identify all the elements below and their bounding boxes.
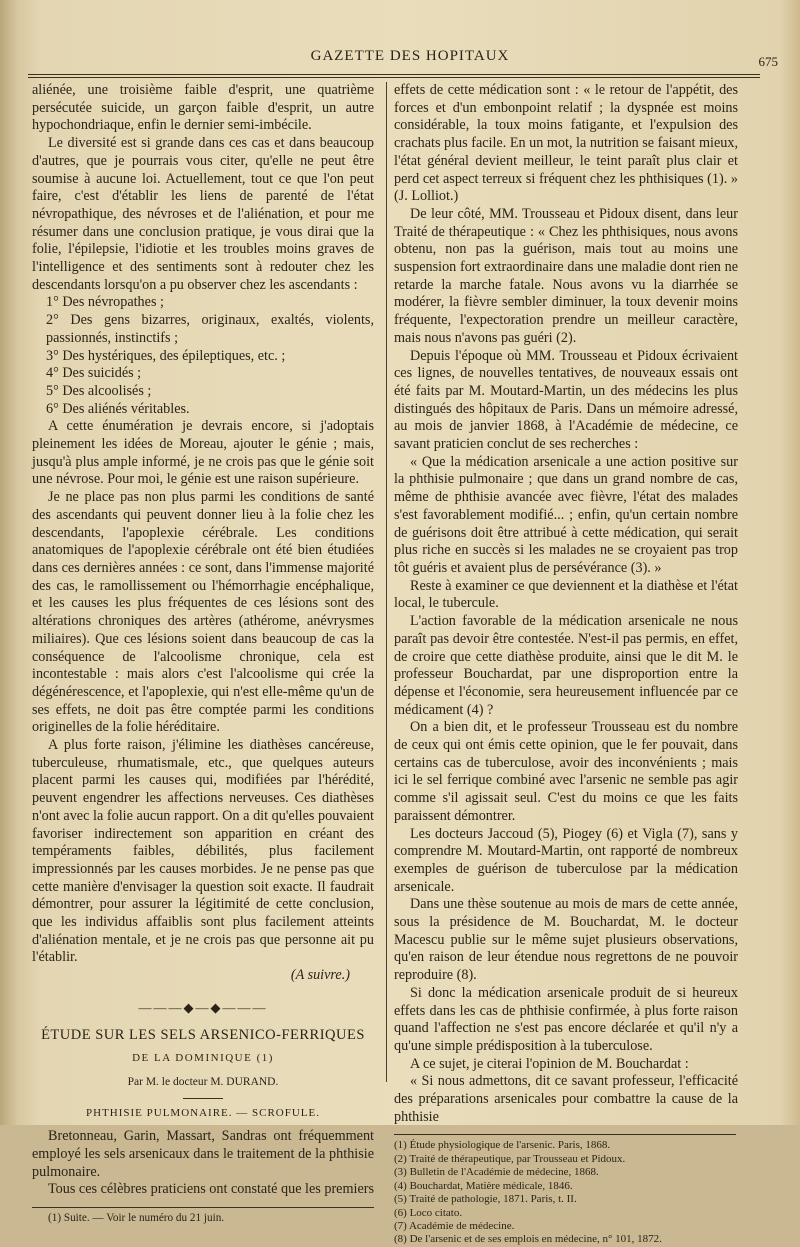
left-column <box>32 82 374 1225</box>
footnote: (1) Suite. — Voir le numéro du 21 juin. <box>48 1212 225 1225</box>
paragraph: On a bien dit, et le professeur Trousseau est du nombre de ceux qui ont émis cette opinion, que le fer pouvait, dans certains cas de tuberculose, avoir des inconvénients ; mais ici le sel ferrique combiné avec l'arsenic ne semble pas agir comme s'il agissait seul. C'est du moins ce que les faits paraissent démontrer. <box>394 719 738 824</box>
paragraph: De leur côté, MM. Trousseau et Pidoux disent, dans leur Traité de thérapeutique : « Chez les phthisiques, nous avons obtenu, non pas la guérison, mais tout au moins une suspension fort extraordinaire dans une maladie dont rien ne retarde la marche fatale. Nous avons vu la diarrhée se modérer, la fièvre sembler diminuer, la toux devenir moins fréquente, l'expectoration prendre un meilleur caractère, mais nous n'avons pas guéri (2). <box>394 205 738 346</box>
list-item: 5° Des alcoolisés ; <box>46 382 152 399</box>
paragraph: aliénée, une troisième faible d'esprit, une quatrième persécutée suicide, un garçon faible d'esprit, un autre hypochondriaque, enfin le dernier semi-imbécile. <box>32 82 374 134</box>
article-subtitle: DE LA DOMINIQUE (1) <box>132 1052 274 1065</box>
footnote-rule <box>394 1134 736 1135</box>
list-item: 1° Des névropathes ; <box>46 294 164 311</box>
ornament-divider: ———◆—◆——— <box>138 999 268 1015</box>
page-header <box>32 46 788 72</box>
footnote-rule <box>32 1207 374 1208</box>
paragraph: Depuis l'époque où MM. Trousseau et Pidoux écrivaient ces lignes, de nouvelles tentatives, de nouveaux essais ont été faits par M. Moutard-Martin, un des médecins les plus distingués des hôpitaux de Paris. Dans un mémoire adressé, au mois de janvier 1868, à l'Académie de médecine, ce savant praticien conclut de ses recherches : <box>394 347 738 453</box>
footnote: (5) Traité de pathologie, 1871. Paris, t. II. <box>394 1193 577 1206</box>
paragraph: L'action favorable de la médication arsenicale ne nous paraît pas devoir être contestée. N'est-il pas permis, en effet, de croire que cette diathèse produite, ainsi que le dit M. le professeur Bouchardat, par une disproportion entre la dépense et l'économie, sera heureusement influencée par ce médicament (4) ? <box>394 613 738 718</box>
paragraph: Tous ces célèbres praticiens ont constaté que les premiers <box>48 1181 374 1198</box>
short-rule <box>183 1098 223 1099</box>
paragraph: A ce sujet, je citerai l'opinion de M. Bouchardat : <box>410 1055 689 1072</box>
article-author: Par M. le docteur M. DURAND. <box>127 1075 279 1088</box>
paragraph: effets de cette médication sont : « le retour de l'appétit, des forces et d'un embonpoint relatif ; la dyspnée est moins considérable, la toux moins fatigante, et l'expulsion des crachats plus facile. En un mot, la nutrition se faisant mieux, l'état général devient meilleur, le teint paraît plus clair et perd cet aspect terreux si fréquent chez les phthisiques (1). » (J. Lolliot.) <box>394 82 738 205</box>
footnote-list <box>394 1139 738 1246</box>
page-number: 675 <box>758 54 778 69</box>
paragraph: Reste à examiner ce que deviennent et la diathèse et l'état local, le tubercule. <box>394 577 738 612</box>
footnote: (7) Académie de médecine. <box>394 1219 515 1232</box>
list-item: 4° Des suicidés ; <box>46 365 142 382</box>
column-divider <box>386 82 387 1082</box>
to-be-continued: (A suivre.) <box>290 967 350 984</box>
header-rule-double <box>28 77 760 78</box>
footnote: (3) Bulletin de l'Académie de médecine, 1868. <box>394 1166 599 1179</box>
footnote: (8) De l'arsenic et de ses emplois en médecine, n° 101, 1872. <box>394 1233 662 1246</box>
paragraph: Dans une thèse soutenue au mois de mars de cette année, sous la présidence de M. Bouchardat, M. le docteur Macescu publie sur le même sujet plusieurs observations, qu'en raison de leur étendue nous regrettons de ne pouvoir reproduire (8). <box>394 896 738 984</box>
paragraph: Les docteurs Jaccoud (5), Piogey (6) et Vigla (7), sans y comprendre M. Moutard-Martin, ont rapporté de nombreux exemples de guérison de tuberculose par la médication arsenicale. <box>394 825 738 895</box>
paragraph: Je ne place pas non plus parmi les conditions de santé des ascendants qui peuvent donner lieu à la folie chez les descendants, l'apoplexie cérébrale. Les conditions anatomiques de l'apoplexie cérébrale ont été bien étudiées dans ces dernières années : ce sont, dans l'immense majorité des cas, le ramollissement ou l'hémorrhagie encéphalique, et les causes les plus fréquentes de ces lésions sont des altérations chroniques des artères (athérome, anévrysmes miliaires). Que ces lésions soient dans beaucoup de cas la conséquence de l'alcoolisme chronique, cela est incontestable : mais alors c'est l'alcoolisme qui crée la dégénérescence, et l'apoplexie, qui n'est elle-même qu'un de ses effets, ne doit pas être comptée parmi les conditions originelles de la folie héréditaire. <box>32 489 374 736</box>
section-heading: PHTHISIE PULMONAIRE. — SCROFULE. <box>86 1106 320 1119</box>
footnote: (2) Traité de thérapeutique, par Trousseau et Pidoux. <box>394 1152 626 1165</box>
paragraph: A plus forte raison, j'élimine les diathèses cancéreuse, tuberculeuse, rhumatismale, etc., que quelques auteurs placent parmi les causes qui, modifiées par l'hérédité, peuvent engendrer les affections nerveuses. Ces diathèses n'ont avec la folie aucun rapport. On a dit qu'elles pouvaient favoriser indirectement son apparition en créant des tempéraments faibles, débilités, plus facilement impressionnés par les causes morbides. Je ne pense pas que cette manière d'envisager la question soit exacte. Il faudrait démontrer, pour assurer la légitimité de cette conclusion, que les individus affaiblis sont plus facilement atteints d'aliénation mentale, et je ne crois pas que personne ait pu l'établir. <box>32 737 374 966</box>
article-title: ÉTUDE SUR LES SELS ARSENICO-FERRIQUES <box>41 1026 365 1043</box>
list-item: 3° Des hystériques, des épileptiques, etc. ; <box>46 347 286 364</box>
paragraph: A cette énumération je devrais encore, si j'adoptais pleinement les idées de Moreau, ajouter le génie ; mais, jusqu'à plus ample informé, je ne crois pas que le génie soit une névrose. Pour moi, le génie est une raison supérieure. <box>32 418 374 488</box>
footnote: (4) Bouchardat, Matière médicale, 1846. <box>394 1179 573 1192</box>
paragraph: Bretonneau, Garin, Massart, Sandras ont fréquemment employé les sels arsenicaux dans le traitement de la phthisie pulmonaire. <box>32 1128 374 1180</box>
list-item: 6° Des aliénés véritables. <box>46 400 190 417</box>
footnote: (1) Étude physiologique de l'arsenic. Paris, 1868. <box>394 1139 611 1152</box>
paragraph: « Si nous admettons, dit ce savant professeur, l'efficacité des préparations arsenicales pour combattre la cause de la phthisie <box>394 1073 738 1125</box>
footnote: (6) Loco citato. <box>394 1206 463 1219</box>
right-column <box>394 82 738 1247</box>
list-item: 2° Des gens bizarres, originaux, exaltés, violents, passionnés, instinctifs ; <box>46 312 374 346</box>
paragraph: Le diversité est si grande dans ces cas et dans beaucoup d'autres, que je pourrais vous citer, qu'elle ne peut être soumise à aucune loi. Actuellement, tout ce que l'on peut faire, c'est d'établir les liens de parenté de l'état névropathique, des névroses et de l'aliénation, et pour me résumer dans une conclusion pratique, je vous dirai que la folie, l'épilepsie, l'idiotie et les troubles moins graves de l'intelligence et des sentiments sont à redouter chez les descendants lorsqu'on a pu observer chez les ascendants : <box>32 135 374 293</box>
journal-title: GAZETTE DES HOPITAUX <box>310 48 510 64</box>
paragraph: Si donc la médication arsenicale produit de si heureux effets dans les cas de phthisie confirmée, à plus forte raison quand l'affection ne s'est pas encore déclarée et qu'il n'y a qu'une simple prédisposition à la tuberculose. <box>394 984 738 1054</box>
paragraph: « Que la médication arsenicale a une action positive sur la phthisie pulmonaire ; que dans un grand nombre de cas, même de phthisie avancée avec fièvre, l'état des malades s'est favorablement modifié... ; enfin, qu'un certain nombre de guérisons doit être attribué à cette médication, qui serait plus riche en succès si les malades ne se croyaient pas trop tôt guéris et avaient plus de persévérance (3). » <box>394 453 738 576</box>
header-rule <box>28 74 760 75</box>
